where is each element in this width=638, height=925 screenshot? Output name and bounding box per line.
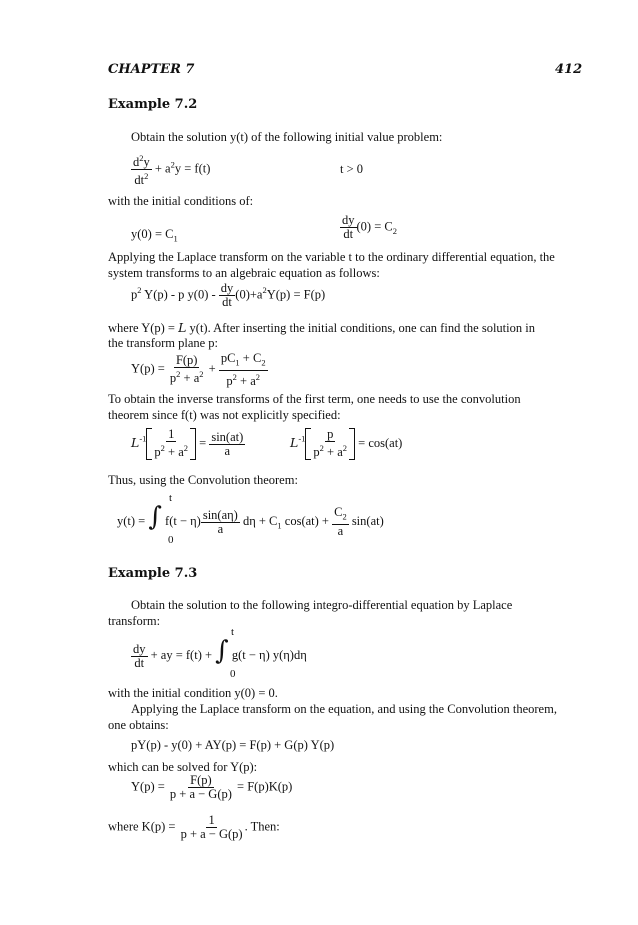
transformed-equation: pY(p) - y(0) + AY(p) = F(p) + G(p) Y(p) (131, 738, 335, 752)
example-7-3-title: Example 7.3 (108, 566, 198, 581)
integro-differential-equation: t 0 $\frac{dy}{dt}$ + ay = f(t) + ∫ g(t − η) y(η)dη (133, 626, 307, 680)
convolution-solution: t 0 y(t) = ∫ f(t − η) $\frac{\sin(a\eta)}{a}$ $d\eta + C_1$ cos(at) + $\frac{C_2}{a}$ sin(at) (117, 492, 384, 546)
solved-for-text: which can be solved for Y(p): (108, 760, 258, 774)
applying-paragraph-line2: one obtains: (108, 718, 169, 732)
ode-equation: $\frac{d^2y}{dt^2}$ + $a^2y = f(t)$ (133, 153, 211, 188)
transform-solution: Y(p) = $\frac{F(p)}{p^2 + a^2}$ + $\frac{pC_1 + C_2}{p^2 + a^2}$ (131, 351, 266, 388)
page-number: 412 (555, 62, 583, 77)
inverse-transform-1: $L^{-1}$ $\frac{1}{p^2 + a^2}$ = $\frac{\sin(at)}{a}$ (131, 427, 244, 460)
where-paragraph-line2: the transform plane p: (108, 336, 219, 350)
inverse-paragraph-line1: To obtain the inverse transforms of the first term, one needs to use the convolution (108, 392, 521, 406)
example-7-3-intro-line1: Obtain the solution to the following integro-differential equation by Laplace (131, 598, 513, 612)
with-ic-text: with the initial conditions of: (108, 194, 254, 208)
thus-text: Thus, using the Convolution theorem: (108, 473, 298, 487)
applying-paragraph-line1: Applying the Laplace transform on the equation, and using the Convolution theorem, (131, 702, 557, 716)
algebraic-equation: $p^2$ Y(p) - p y(0) - $\frac{dy}{dt}$ $(0)+a^2Y(p) = F(p)$ (131, 281, 326, 309)
Y-solution: Y(p) = $\frac{F(p)}{p + a - G(p)}$ = F(p)K(p) (131, 773, 293, 801)
ode-condition: t > 0 (340, 162, 364, 176)
where-paragraph-line1: where Y(p) = L y(t). After inserting the initial conditions, one can find the solution in (108, 320, 535, 335)
initial-condition-text: with the initial condition y(0) = 0. (108, 686, 278, 700)
laplace-paragraph-line1: Applying the Laplace transform on the variable t to the ordinary differential equation, the (108, 250, 555, 264)
example-7-2-intro: Obtain the solution y(t) of the following initial value problem: (131, 130, 443, 144)
laplace-paragraph-line2: system transforms to an algebraic equation as follows: (108, 266, 380, 280)
example-7-2-title: Example 7.2 (108, 97, 198, 112)
ic-dy0: $\frac{dy}{dt}$ $(0) = C_2$ (342, 213, 397, 241)
ic-y0: $y(0) = C_1$ (131, 227, 178, 244)
K-definition: where K(p) = $\frac{1}{p + a - G(p)}$ . Then: (108, 813, 280, 841)
inverse-paragraph-line2: theorem since f(t) was not explicitly specified: (108, 408, 341, 422)
inverse-transform-2: $L^{-1}$ $\frac{p}{p^2 + a^2}$ = cos(at) (290, 427, 403, 460)
chapter-heading: CHAPTER 7 (108, 62, 195, 77)
example-7-3-intro-line2: transform: (108, 614, 161, 628)
second-derivative-fraction: $\frac{d^2y}{dt^2}$ (133, 153, 150, 188)
